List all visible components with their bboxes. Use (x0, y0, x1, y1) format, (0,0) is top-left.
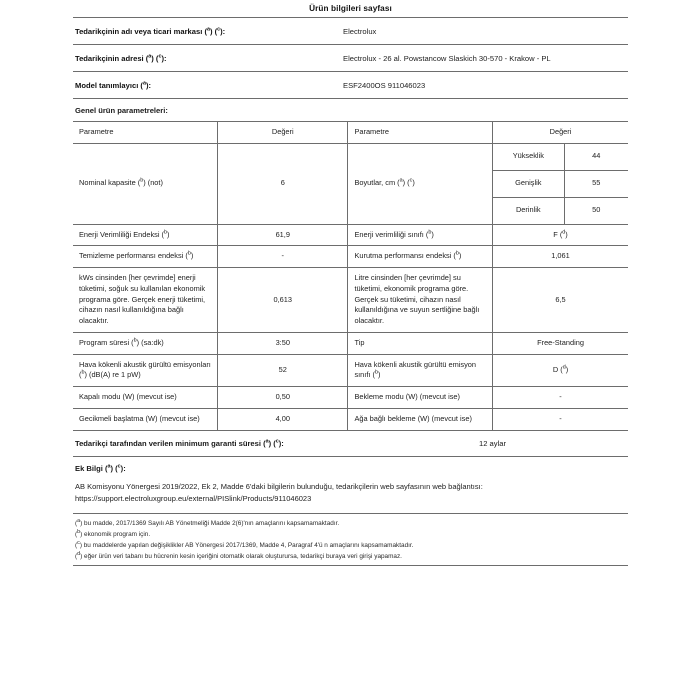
noise-emissions-label-pre: Hava kökenli akustik gürültü emisyonları ( (79, 359, 211, 380)
cell-drying-index-label (348, 246, 493, 268)
extra-info-heading-pre: Ek Bilgi ( (75, 463, 108, 473)
cell-energy-consumption-label: kWs cinsinden [her çevrimde] enerji tüketimi, soğuk su kullanılan ekonomik programa göre. Gerçek enerji tüketimi, cihazın nasıl kullanıldığına bağlı olacaktır. (73, 268, 218, 333)
dimensions-table (493, 144, 628, 224)
supplier-address-value: Electrolux - 26 al. Powstancow Slaskich 30-570 - Krakow - PL (343, 53, 551, 63)
footnote-a-text: ) bu madde, 2017/1369 Sayılı AB Yönetmeliği Madde 2(6)'nın amaçlarını kapsamamaktadır. (80, 520, 340, 528)
minimum-guarantee-value: 12 aylar (479, 438, 507, 448)
extra-info-heading (73, 457, 628, 477)
cell-program-duration-label (73, 332, 218, 354)
footnote-ref-b: b (374, 369, 378, 376)
supplier-name-label (73, 27, 343, 36)
header-value-right: Değeri (493, 122, 628, 144)
dimension-row-height (493, 144, 628, 171)
energy-class-value-post: ) (565, 229, 568, 239)
footnote-ref-a: a (206, 25, 210, 32)
cell-off-mode-value: 0,50 (218, 387, 348, 409)
noise-class-label-post: ) (377, 370, 381, 380)
program-duration-label-pre: Program süresi ( (79, 337, 134, 347)
cell-eei-label (73, 224, 218, 246)
extra-info-body: AB Komisyonu Yönergesi 2019/2022, Ek 2, Madde 6'daki bilgilerin bulunduğu, tedarikçilerin web sayfasının web bağlantısı: https://support.electroluxgroup.eu/external/PISlink/Products/911046023 (75, 481, 483, 503)
table-row (73, 387, 628, 409)
footnote-ref-b: b (428, 229, 432, 236)
footnote-marker-c: c (77, 540, 80, 547)
row-supplier-address (73, 45, 628, 71)
extra-info-heading-mid: ) ( (110, 463, 118, 473)
table-row (73, 143, 628, 224)
table-header-row (73, 122, 628, 144)
minimum-guarantee-label-mid: ) ( (268, 438, 276, 448)
supplier-name-label-mid: ) ( (209, 26, 218, 36)
footnote-marker-b: b (77, 529, 81, 536)
dimension-value-height: 44 (564, 144, 628, 171)
cell-water-consumption-value: 6,5 (493, 268, 628, 333)
header-param-right: Parametre (348, 122, 493, 144)
cell-delay-start-value: 4,00 (218, 408, 348, 430)
footnote-ref-b: b (164, 229, 168, 236)
nominal-capacity-label-post: ) (not) (143, 178, 163, 188)
footnote-ref-b: b (140, 177, 144, 184)
footnote-b-text: ) ekonomik program için. (80, 531, 151, 539)
cell-noise-class-value (493, 354, 628, 386)
table-row (73, 246, 628, 268)
dimension-label-height: Yükseklik (493, 144, 564, 171)
dimensions-label-pre: Boyutlar, cm ( (354, 178, 400, 188)
footnote-c: ($^c$) bu maddelerde yapılan değişiklikler AB Yönergesi 2017/1369, Madde 4, Paragraf 4'ü n amaçlarını kapsamamaktadır. (75, 540, 414, 550)
supplier-name-label-pre: Tedarikçinin adı veya ticari markası ( (75, 26, 207, 36)
footnote-d: ($^d$) eğer ürün veri tabanı bu hücrenin kesin içeriğini otomatik olarak oluşturursa, tedarikçi buraya veri girişi yapamaz. (75, 551, 402, 561)
minimum-guarantee-label-pre: Tedarikçi tarafından verilen minimum garanti süresi ( (75, 438, 266, 448)
cleaning-index-label-pre: Temizleme performansı endeksi ( (79, 251, 188, 261)
cell-noise-emissions-label (73, 354, 218, 386)
dimension-value-width: 55 (564, 170, 628, 197)
supplier-address-label-pre: Tedarikçinin adresi ( (75, 53, 149, 63)
cleaning-index-label-post: ) (190, 251, 194, 261)
drying-index-label-post: ) (458, 251, 462, 261)
product-parameters-table (73, 121, 628, 431)
footnote-ref-a: a (265, 438, 269, 445)
footnote-ref-b: b (133, 337, 137, 344)
cell-eei-value: 61,9 (218, 224, 348, 246)
cell-networked-standby-label: Ağa bağlı bekleme (W) (mevcut ise) (348, 408, 493, 430)
footnote-d-text: ) eğer ürün veri tabanı bu hücrenin kesin içeriğini otomatik olarak oluşturursa, tedarikçi buraya veri girişi yapamaz. (80, 553, 402, 561)
header-param-left: Parametre (73, 122, 218, 144)
cell-standby-mode-label: Bekleme modu (W) (mevcut ise) (348, 387, 493, 409)
cell-dimensions-subtable (493, 143, 628, 224)
energy-class-label-pre: Enerji verimliliği sınıfı ( (354, 229, 429, 239)
footnote-c-text: ) bu maddelerde yapılan değişiklikler AB Yönergesi 2017/1369, Madde 4, Paragraf 4'ü n amaçlarını kapsamamaktadır. (79, 542, 414, 550)
extra-info-heading-post: ): (120, 463, 126, 473)
model-identifier-label-pre: Model tanımlayıcı ( (75, 80, 143, 90)
cell-type-value: Free-Standing (493, 332, 628, 354)
noise-class-label-pre: Hava kökenli akustik gürültü emisyon sınıfı ( (354, 359, 477, 380)
energy-class-value-text: F ( (553, 229, 563, 239)
row-model-identifier (73, 72, 628, 98)
header-value-left: Değeri (218, 122, 348, 144)
row-supplier-name (73, 18, 628, 44)
cell-energy-class-value (493, 224, 628, 246)
noise-emissions-label-post: ) (dB(A) re 1 pW) (84, 370, 141, 380)
cell-noise-class-label (348, 354, 493, 386)
supplier-address-label-mid: ) ( (151, 53, 159, 63)
footnote-ref-d: d (562, 364, 566, 371)
cell-energy-class-label (348, 224, 493, 246)
program-duration-label-post: ) (sa:dk) (136, 337, 164, 347)
divider-bottom (73, 565, 628, 566)
footnote-ref-a: a (148, 52, 152, 59)
eei-label-post: ) (167, 229, 170, 239)
footnote-ref-b: b (187, 251, 191, 257)
dimension-label-width: Genişlik (493, 170, 564, 197)
table-row (73, 354, 628, 386)
supplier-name-value: Electrolux (343, 26, 377, 36)
footnote-ref-c: c (217, 25, 221, 32)
cell-off-mode-label: Kapalı modu (W) (mevcut ise) (73, 387, 218, 409)
footnote-ref-c: c (117, 463, 121, 470)
footnote-marker-a: a (77, 518, 81, 525)
cell-nominal-capacity-label (73, 143, 218, 224)
table-row (73, 224, 628, 246)
dimension-label-depth: Derinlik (493, 197, 564, 224)
cell-nominal-capacity-value: 6 (218, 143, 348, 224)
cell-networked-standby-value: - (493, 408, 628, 430)
cell-delay-start-label: Gecikmeli başlatma (W) (mevcut ise) (73, 408, 218, 430)
footnote-ref-a: a (107, 463, 111, 470)
cell-dimensions-label (348, 143, 493, 224)
energy-class-label-post: ) (431, 229, 434, 239)
model-identifier-value: ESF2400OS 911046023 (343, 80, 426, 90)
noise-class-value-text: D ( (552, 364, 563, 374)
noise-class-value-post: ) (565, 364, 569, 374)
model-identifier-label (73, 81, 343, 90)
footnote-ref-b: b (455, 251, 459, 257)
footnote-a: ($^a$) bu madde, 2017/1369 Sayılı AB Yönetmeliği Madde 2(6)'nın amaçlarını kapsamamaktadır. (75, 518, 340, 528)
footnotes-block (73, 514, 628, 565)
cell-program-duration-value: 3:50 (218, 332, 348, 354)
footnote-ref-b: b (81, 369, 85, 376)
supplier-address-label-post: ): (161, 53, 167, 63)
footnote-ref-d: d (562, 229, 566, 236)
dimension-value-depth: 50 (592, 205, 601, 215)
cell-type-label: Tip (348, 332, 493, 354)
cell-water-consumption-label: Litre cinsinden [her çevrimde] su tüketimi, ekonomik programa göre. Gerçek su tüketimi, cihazın nasıl kullanıldığına ve suyun sertliğine bağlı olacaktır. (348, 268, 493, 333)
cell-energy-consumption-value: 0,613 (218, 268, 348, 333)
dimension-row-width (493, 170, 628, 197)
footnote-ref-c: c (275, 438, 279, 445)
row-minimum-guarantee (73, 431, 628, 456)
supplier-name-label-post: ): (220, 26, 226, 36)
nominal-capacity-label-pre: Nominal kapasite ( (79, 178, 141, 188)
dimensions-label-mid: ) ( (402, 178, 410, 188)
minimum-guarantee-label-post: ): (278, 438, 284, 448)
footnote-ref-c: c (409, 177, 413, 184)
minimum-guarantee-label (73, 439, 479, 448)
supplier-address-label (73, 54, 343, 63)
footnote-ref-a: a (142, 79, 146, 86)
footnote-ref-c: c (158, 52, 162, 59)
cell-drying-index-value: 1,061 (493, 246, 628, 268)
table-row (73, 268, 628, 333)
drying-index-label-pre: Kurutma performansı endeksi ( (354, 251, 456, 261)
footnote-ref-a: a (399, 177, 403, 184)
table-row (73, 332, 628, 354)
page-title: Ürün bilgileri sayfası (309, 4, 392, 13)
eei-label-pre: Enerji Verimliliği Endeksi ( (79, 229, 165, 239)
general-parameters-heading: Genel ürün parametreleri: (75, 106, 168, 115)
cell-noise-emissions-value: 52 (218, 354, 348, 386)
table-row (73, 408, 628, 430)
cell-cleaning-index-value: - (218, 246, 348, 268)
dimension-row-depth (493, 197, 628, 224)
dimensions-label-post: ) (412, 178, 415, 188)
footnote-marker-d: d (77, 551, 81, 558)
footnote-b: ($^b$) ekonomik program için. (75, 529, 151, 539)
model-identifier-label-post: ): (145, 80, 151, 90)
cell-standby-mode-value: - (493, 387, 628, 409)
cell-cleaning-index-label (73, 246, 218, 268)
